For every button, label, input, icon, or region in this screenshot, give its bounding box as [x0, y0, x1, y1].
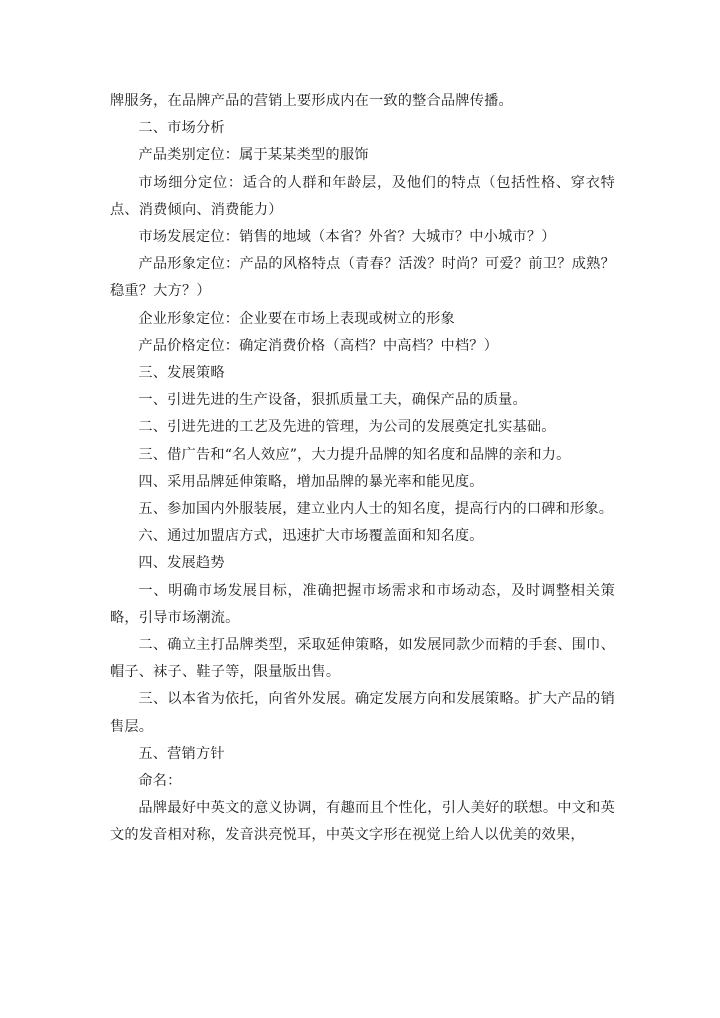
paragraph: 五、营销方针 — [138, 745, 225, 762]
paragraph: 产品形象定位：产品的风格特点（青春？活泼？时尚？可爱？前卫？成熟？稳重？大方？） — [110, 256, 615, 300]
paragraph: 二、确立主打品牌类型，采取延伸策略，如发展同款少而精的手套、围巾、帽子、袜子、鞋子等，限量版出售。 — [110, 637, 615, 681]
paragraph: 四、发展趋势 — [138, 555, 225, 572]
paragraph: 三、借广告和“名人效应”，大力提升品牌的知名度和品牌的亲和力。 — [138, 446, 571, 463]
paragraph: 命名： — [138, 773, 182, 790]
paragraph: 一、明确市场发展目标，准确把握市场需求和市场动态，及时调整相关策略，引导市场潮流。 — [110, 582, 615, 626]
paragraph: 产品价格定位：确定消费价格（高档？中高档？中档？） — [138, 337, 499, 354]
paragraph: 二、市场分析 — [138, 120, 225, 137]
paragraph: 二、引进先进的工艺及先进的管理，为公司的发展奠定扎实基础。 — [138, 419, 556, 436]
paragraph: 企业形象定位：企业要在市场上表现或树立的形象 — [138, 310, 455, 327]
paragraph: 市场发展定位：销售的地域（本省？外省？大城市？中小城市？） — [138, 229, 556, 246]
paragraph: 五、参加国内外服装展，建立业内人士的知名度，提高行内的口碑和形象。 — [138, 501, 614, 518]
paragraph: 六、通过加盟店方式，迅速扩大市场覆盖面和知名度。 — [138, 528, 484, 545]
paragraph: 品牌最好中英文的意义协调，有趣而且个性化，引人美好的联想。中文和英文的发音相对称，发音洪亮悦耳，中英文字形在视觉上给人以优美的效果， — [110, 800, 615, 844]
paragraph: 市场细分定位：适合的人群和年龄层，及他们的特点（包括性格、穿衣特点、消费倾向、消费能力） — [110, 174, 615, 218]
paragraph: 产品类别定位：属于某某类型的服饰 — [138, 147, 369, 164]
paragraph: 三、发展策略 — [138, 365, 225, 382]
document-body — [110, 88, 615, 850]
paragraph: 三、以本省为依托，向省外发展。确定发展方向和发展策略。扩大产品的销售层。 — [110, 691, 615, 735]
paragraph: 一、引进先进的生产设备，狠抓质量工夫，确保产品的质量。 — [138, 392, 527, 409]
paragraph: 牌服务，在品牌产品的营销上要形成内在一致的整合品牌传播。 — [110, 93, 513, 109]
paragraph: 四、采用品牌延伸策略，增加品牌的暴光率和能见度。 — [138, 473, 484, 490]
